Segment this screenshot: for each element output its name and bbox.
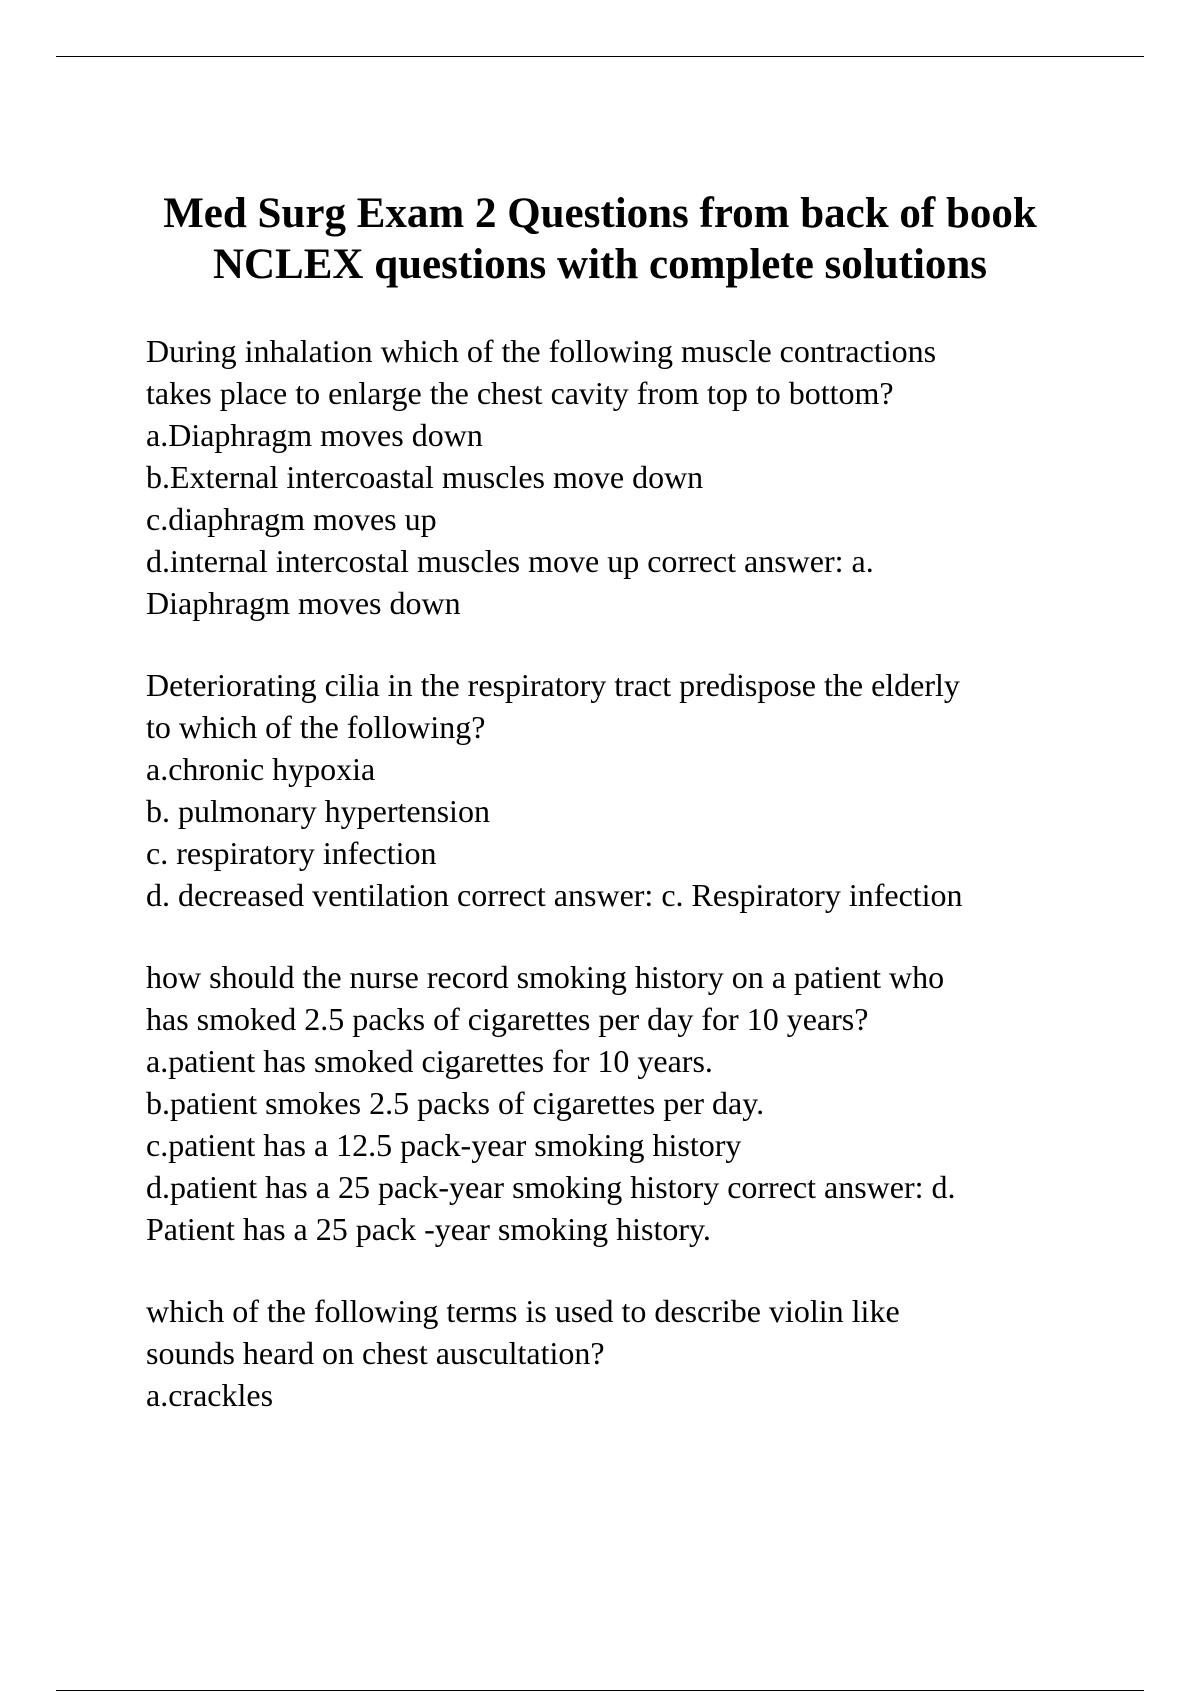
answer-option: a.crackles bbox=[146, 1377, 274, 1413]
question-line: sounds heard on chest auscultation? bbox=[146, 1335, 605, 1371]
answer-option: a.patient has smoked cigarettes for 10 years. bbox=[146, 1043, 713, 1079]
answer-option: d. decreased ventilation correct answer: c. Respiratory infection bbox=[146, 877, 963, 913]
footer-rule bbox=[56, 1690, 1144, 1691]
answer-option: a.Diaphragm moves down bbox=[146, 417, 483, 453]
answer-option: a.chronic hypoxia bbox=[146, 751, 376, 787]
title-line-2: NCLEX questions with complete solutions bbox=[212, 241, 988, 288]
question-line: has smoked 2.5 packs of cigarettes per day for 10 years? bbox=[146, 1001, 869, 1037]
answer-option: c.patient has a 12.5 pack-year smoking history bbox=[146, 1127, 742, 1163]
question-line: how should the nurse record smoking history on a patient who bbox=[146, 959, 945, 995]
question-line: Deteriorating cilia in the respiratory tract predispose the elderly bbox=[146, 667, 960, 703]
answer-option: c.diaphragm moves up bbox=[146, 501, 437, 537]
correct-answer: Diaphragm moves down bbox=[146, 585, 461, 621]
question-4 bbox=[146, 1290, 1106, 1416]
question-line: which of the following terms is used to describe violin like bbox=[146, 1293, 900, 1329]
answer-option: b.patient smokes 2.5 packs of cigarettes per day. bbox=[146, 1085, 765, 1121]
question-3 bbox=[146, 956, 1106, 1250]
answer-option: b.External intercoastal muscles move down bbox=[146, 459, 704, 495]
question-list bbox=[146, 330, 1106, 1456]
question-line: During inhalation which of the following muscle contractions bbox=[146, 333, 937, 369]
correct-answer: Patient has a 25 pack -year smoking history. bbox=[146, 1211, 711, 1247]
header-rule bbox=[56, 56, 1144, 57]
title-line-1: Med Surg Exam 2 Questions from back of book bbox=[163, 190, 1037, 237]
question-line: to which of the following? bbox=[146, 709, 486, 745]
question-2 bbox=[146, 664, 1106, 916]
answer-option: c. respiratory infection bbox=[146, 835, 437, 871]
answer-option: b. pulmonary hypertension bbox=[146, 793, 490, 829]
document-title bbox=[80, 188, 1120, 290]
question-1 bbox=[146, 330, 1106, 624]
answer-option: d.internal intercostal muscles move up correct answer: a. bbox=[146, 543, 874, 579]
answer-option: d.patient has a 25 pack-year smoking history correct answer: d. bbox=[146, 1169, 956, 1205]
question-line: takes place to enlarge the chest cavity from top to bottom? bbox=[146, 375, 894, 411]
